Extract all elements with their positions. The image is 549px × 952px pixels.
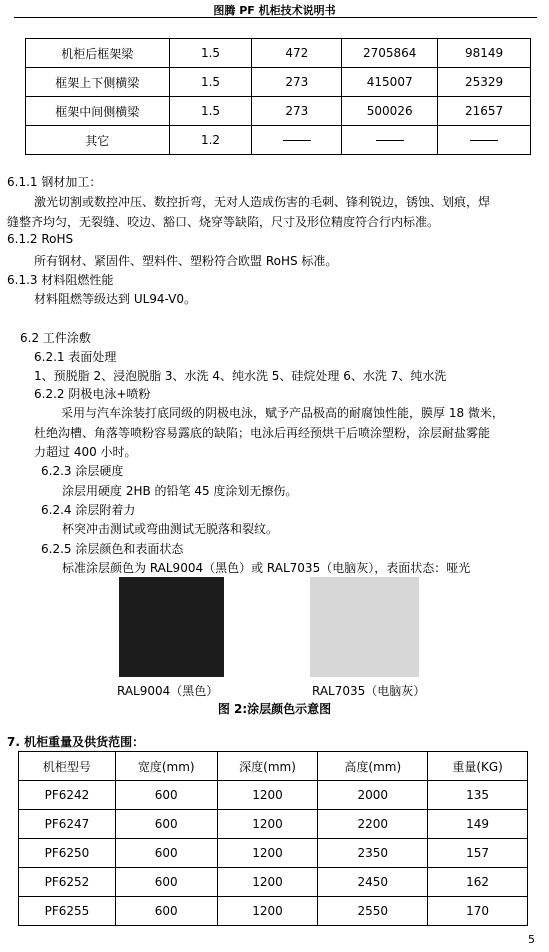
column-header: 深度(mm) <box>217 752 318 781</box>
gray-swatch-label: RAL7035（电脑灰） <box>312 684 426 698</box>
table-cell: 机柜后框架梁 <box>26 39 170 68</box>
column-header: 高度(mm) <box>318 752 428 781</box>
table-cell: 98149 <box>438 39 531 68</box>
material-table <box>25 38 531 155</box>
black-color-swatch <box>119 577 224 677</box>
table-cell: 600 <box>115 839 217 868</box>
table-cell: PF6247 <box>19 810 116 839</box>
section-62-title: 6.2 工件涂敷 <box>20 331 91 345</box>
section-625-text: 标准涂层颜色为 RAL9004（黑色）或 RAL7035（电脑灰），表面状态：哑光 <box>62 561 471 575</box>
table-cell: 600 <box>115 781 217 810</box>
table-cell: 273 <box>252 68 342 97</box>
column-header: 宽度(mm) <box>115 752 217 781</box>
table-cell: 1200 <box>217 897 318 926</box>
section-624-title: 6.2.4 涂层附着力 <box>41 503 136 517</box>
table-row <box>19 810 528 839</box>
section-623-title: 6.2.3 涂层硬度 <box>41 464 124 478</box>
table-row <box>26 126 531 155</box>
section-613-title: 6.1.3 材料阻燃性能 <box>7 273 114 287</box>
dash-mark <box>283 140 311 141</box>
table-cell: 1200 <box>217 781 318 810</box>
column-header: 机柜型号 <box>19 752 116 781</box>
table-cell: PF6252 <box>19 868 116 897</box>
table-cell: 2705864 <box>342 39 438 68</box>
section-625-title: 6.2.5 涂层颜色和表面状态 <box>41 542 184 556</box>
table-row <box>26 97 531 126</box>
section-624-text: 杯突冲击测试或弯曲测试无脱落和裂纹。 <box>62 522 279 536</box>
gray-color-swatch <box>310 577 419 677</box>
table-cell: 472 <box>252 39 342 68</box>
table-cell: 25329 <box>438 68 531 97</box>
table-cell: 600 <box>115 897 217 926</box>
table-cell: 149 <box>428 810 528 839</box>
section-622-title: 6.2.2 阴极电泳+喷粉 <box>34 387 151 401</box>
section-622-line1: 采用与汽车涂装打底同级的阴极电泳，赋予产品极高的耐腐蚀性能，膜厚 18 微米， <box>61 406 504 420</box>
table-cell: 2550 <box>318 897 428 926</box>
table-cell: 21657 <box>438 97 531 126</box>
table-row <box>19 868 528 897</box>
figure-caption: 图 2:涂层颜色示意图 <box>217 702 332 716</box>
table-cell-dash <box>252 126 342 155</box>
section-611-title: 6.1.1 钢材加工： <box>7 175 102 189</box>
table-cell: 1.5 <box>169 97 252 126</box>
table-cell: 1.2 <box>169 126 252 155</box>
table-cell: 框架中间侧横梁 <box>26 97 170 126</box>
dash-mark <box>376 140 404 141</box>
table-cell: 415007 <box>342 68 438 97</box>
page-number: 5 <box>528 933 535 946</box>
section-613-text: 材料阻燃等级达到 UL94-V0。 <box>34 292 197 306</box>
table-cell: 273 <box>252 97 342 126</box>
table-cell: 1200 <box>217 839 318 868</box>
table-cell: 135 <box>428 781 528 810</box>
section-612-title: 6.1.2 RoHS <box>7 232 74 246</box>
table-cell: 600 <box>115 810 217 839</box>
table-cell: PF6255 <box>19 897 116 926</box>
table-cell: 2350 <box>318 839 428 868</box>
table-cell: 500026 <box>342 97 438 126</box>
page-header-title: 图腾 PF 机柜技术说明书 <box>213 4 336 17</box>
section-622-line2: 杜绝沟槽、角落等喷粉容易露底的缺陷；电泳后再经预烘干后喷涂塑粉，涂层耐盐雾能 <box>34 426 491 440</box>
section-611-line2: 缝整齐均匀，无裂缝、咬边、豁口、烧穿等缺陷，尺寸及形位精度符合行内标准。 <box>7 215 440 229</box>
table-cell: 170 <box>428 897 528 926</box>
table-cell: 2000 <box>318 781 428 810</box>
table-row <box>19 781 528 810</box>
table-cell: 1.5 <box>169 68 252 97</box>
table-row <box>19 839 528 868</box>
table-cell: 162 <box>428 868 528 897</box>
table-cell: 1200 <box>217 868 318 897</box>
table-cell: PF6250 <box>19 839 116 868</box>
table-cell: 框架上下侧横梁 <box>26 68 170 97</box>
section-623-text: 涂层用硬度 2HB 的铅笔 45 度涂划无擦伤。 <box>62 484 298 498</box>
table-cell: 2200 <box>318 810 428 839</box>
section-611-line1: 激光切割或数控冲压、数控折弯，无对人造成伤害的毛刺、锋利锐边，锈蚀、划痕，焊 <box>34 195 491 209</box>
column-header: 重量(KG) <box>428 752 528 781</box>
table-cell: PF6242 <box>19 781 116 810</box>
table-cell: 2450 <box>318 868 428 897</box>
dash-mark <box>470 140 498 141</box>
header-divider <box>14 17 537 18</box>
table-cell: 157 <box>428 839 528 868</box>
section-612-text: 所有钢材、紧固件、塑料件、塑粉符合欧盟 RoHS 标准。 <box>34 254 338 268</box>
table-cell: 1.5 <box>169 39 252 68</box>
table-header-row <box>19 752 528 781</box>
section-621-text: 1、预脱脂 2、浸泡脱脂 3、水洗 4、纯水洗 5、硅烷处理 6、水洗 7、纯水洗 <box>34 369 447 383</box>
cabinet-spec-table <box>18 751 528 926</box>
section-622-line3: 力超过 400 小时。 <box>34 445 137 459</box>
section-621-title: 6.2.1 表面处理 <box>34 350 117 364</box>
table-cell: 其它 <box>26 126 170 155</box>
table-row <box>26 39 531 68</box>
black-swatch-label: RAL9004（黑色） <box>117 684 219 698</box>
table-row <box>19 897 528 926</box>
table-cell-dash <box>342 126 438 155</box>
section-7-title: 7. 机柜重量及供货范围： <box>7 735 145 749</box>
table-row <box>26 68 531 97</box>
table-cell-dash <box>438 126 531 155</box>
table-cell: 600 <box>115 868 217 897</box>
table-cell: 1200 <box>217 810 318 839</box>
